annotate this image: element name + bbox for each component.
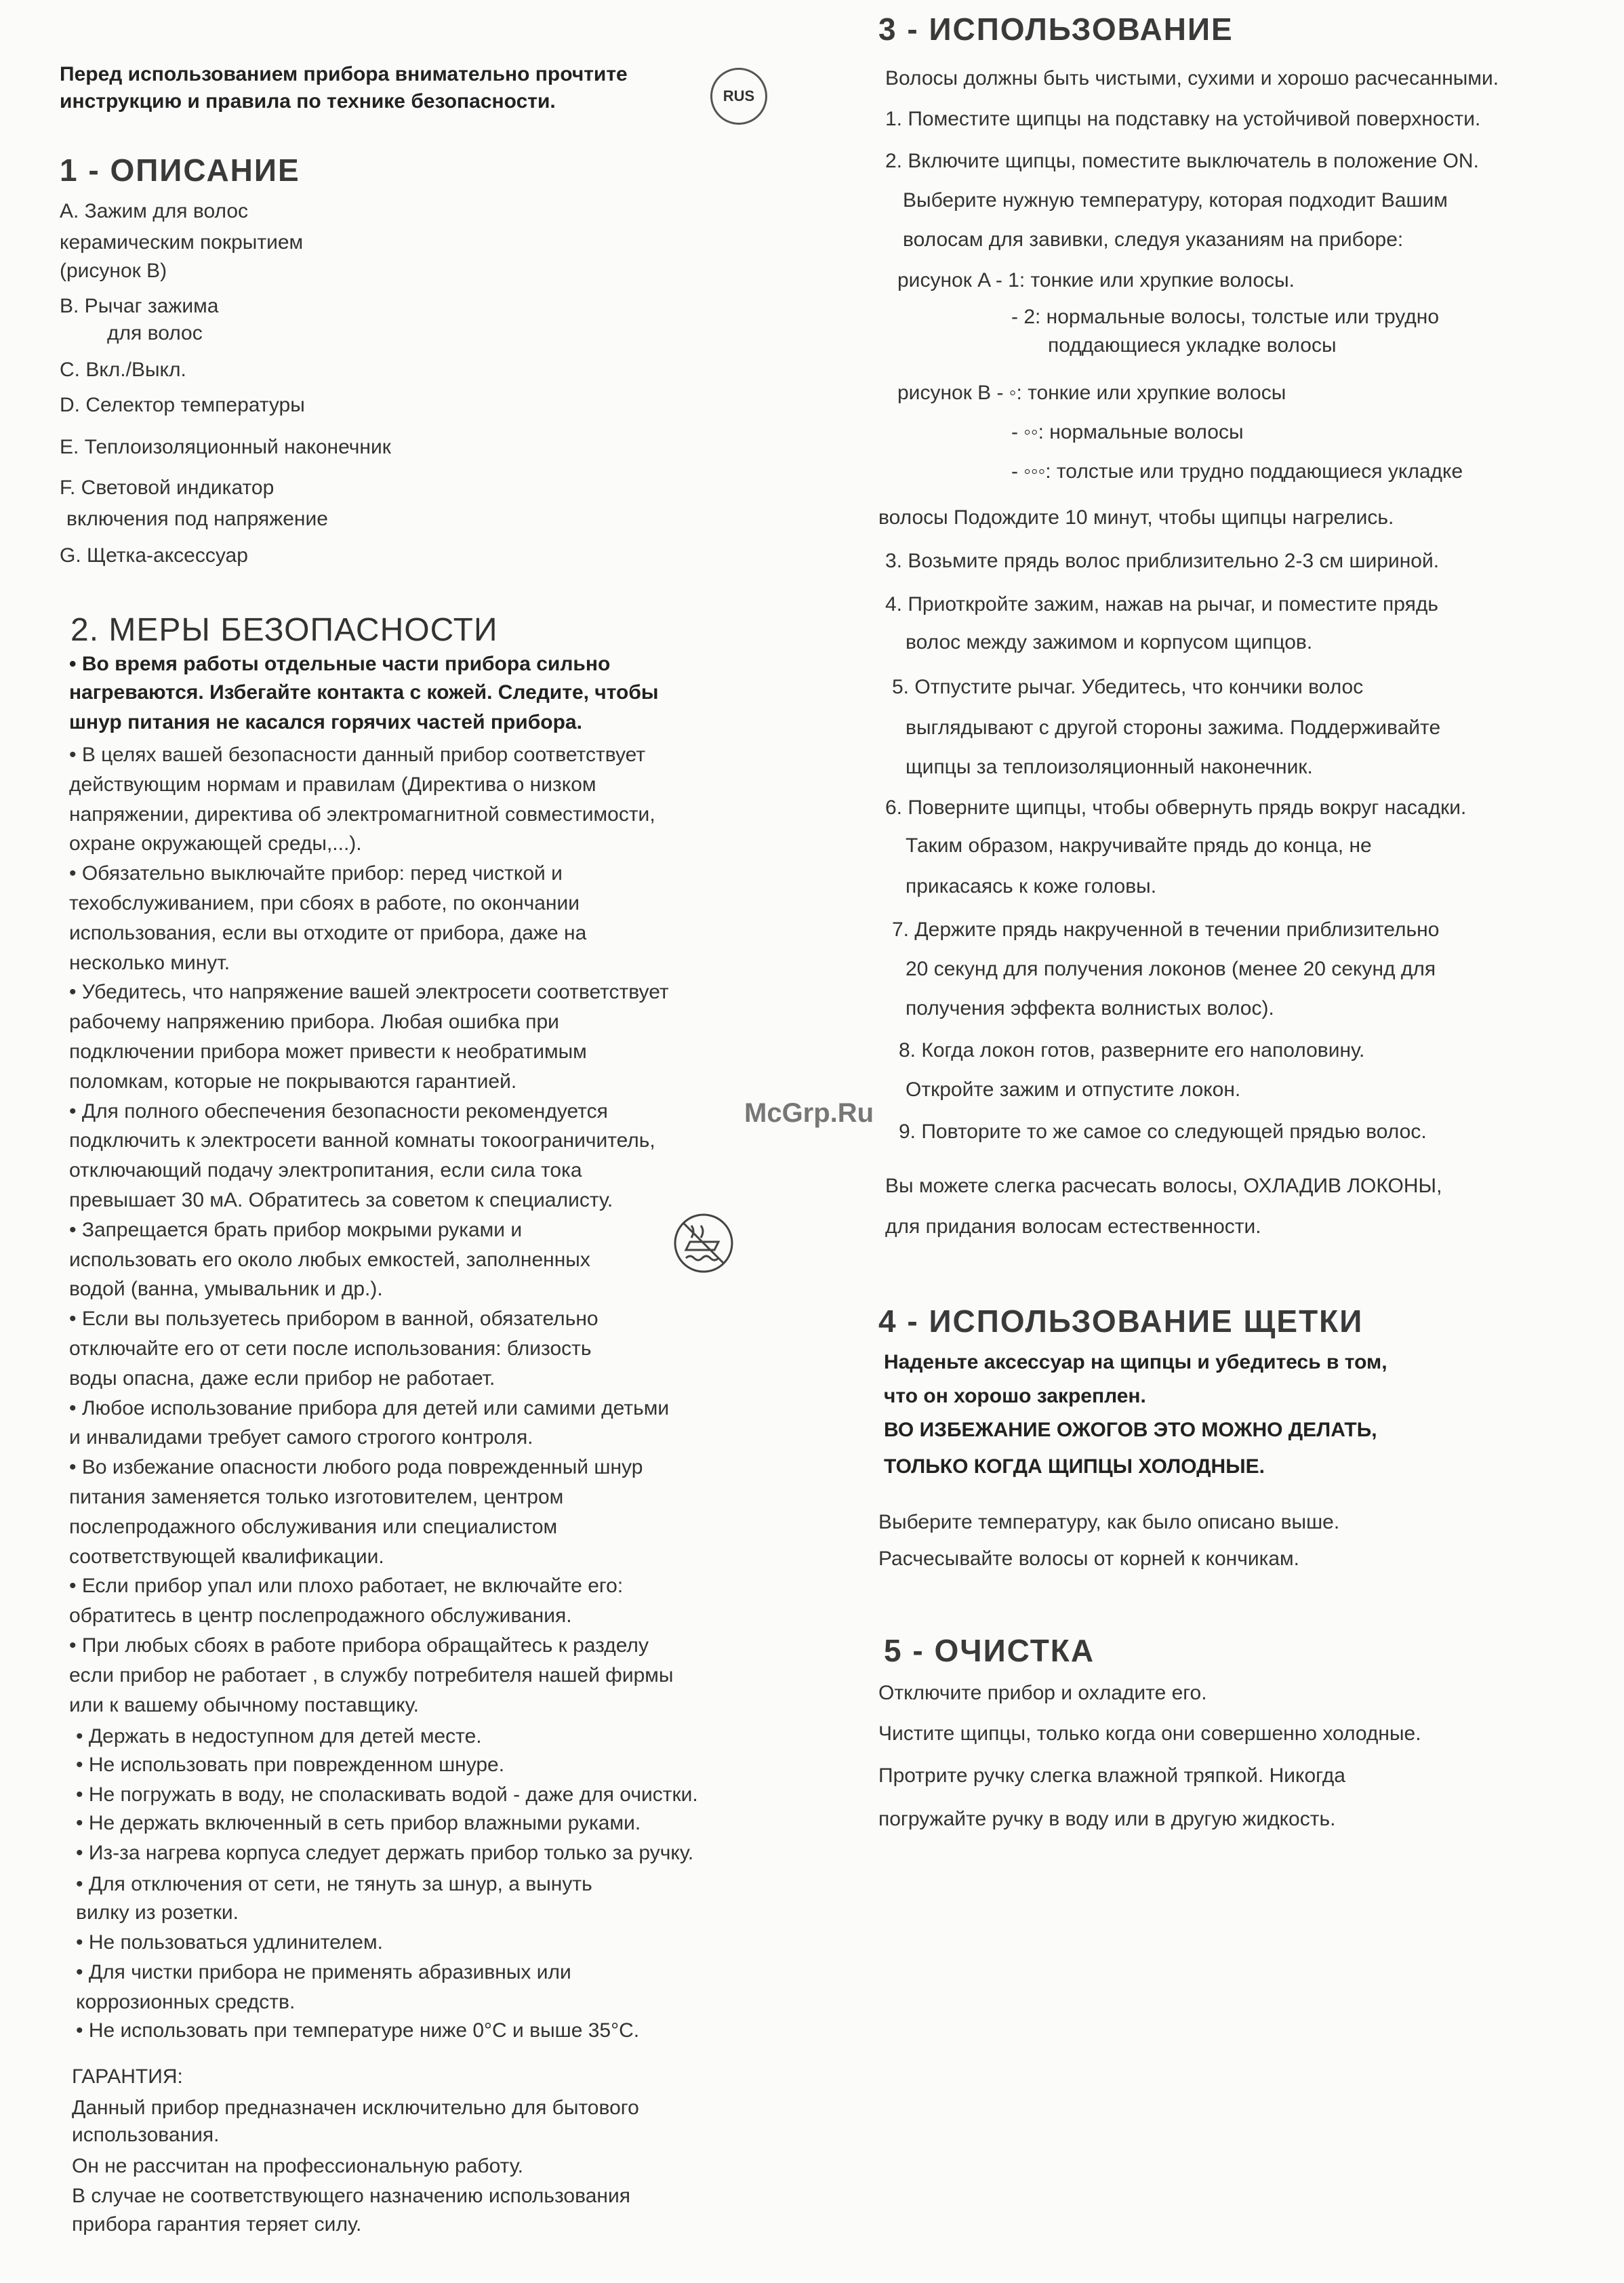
s3-line: 2. Включите щипцы, поместите выключатель в положение ON. [885,150,1479,172]
s2-line: послепродажного обслуживания или специалистом [69,1516,558,1538]
intro-line-1: Перед использованием прибора внимательно прочтите [60,63,628,85]
s3-line: Откройте зажим и отпустите локон. [906,1078,1241,1101]
s2-rule-line: • Не использовать при температуре ниже 0°C и выше 35°C. [76,2019,640,2042]
s3-line: щипцы за теплоизоляционный наконечник. [906,756,1313,778]
s3-line: Таким образом, накручивайте прядь до конца, не [906,834,1372,857]
s3-line: Вы можете слегка расчесать волосы, ОХЛАДИВ ЛОКОНЫ, [885,1175,1442,1197]
s2-line: и инвалидами требует самого строгого контроля. [69,1426,533,1449]
s3-line: - 2: нормальные волосы, толстые или трудно [1011,306,1440,328]
s2-line: обратитесь в центр послепродажного обслуживания. [69,1604,572,1627]
s2-line: • При любых сбоях в работе прибора обращайтесь к разделу [69,1634,649,1657]
s1-line: E. Теплоизоляционный наконечник [60,436,391,458]
s5-line: погружайте ручку в воду или в другую жидкость. [878,1808,1336,1830]
s2-rule-line: коррозионных средств. [76,1991,296,2013]
s2-line: или к вашему обычному поставщику. [69,1694,419,1716]
s2-line: воды опасна, даже если прибор не работает. [69,1367,495,1390]
s2-line: питания заменяется только изготовителем, центром [69,1486,564,1508]
s2-line: подключить к электросети ванной комнаты токоограничитель, [69,1129,655,1152]
s3-line: 7. Держите прядь накрученной в течении приблизительно [892,918,1440,941]
s2-line: отключайте его от сети после использования: близость [69,1337,592,1360]
s4-bold-line: Наденьте аксессуар на щипцы и убедитесь в том, [884,1351,1387,1373]
s2-rule-line: • Не использовать при поврежденном шнуре. [76,1754,505,1776]
s3-line: Выберите нужную температуру, которая подходит Вашим [903,189,1448,211]
s4-line: Расчесывайте волосы от корней к кончикам. [878,1548,1300,1570]
s2-rule-line: • Не держать включенный в сеть прибор влажными руками. [76,1812,641,1834]
section-4-title: 4 - ИСПОЛЬЗОВАНИЕ ЩЕТКИ [878,1304,1364,1339]
s3-line: 4. Приоткройте зажим, нажав на рычаг, и поместите прядь [885,593,1438,615]
s5-line: Отключите прибор и охладите его. [878,1682,1207,1704]
intro-line-2: инструкцию и правила по технике безопасности. [60,90,556,113]
s3-line: рисунок B - ◦: тонкие или хрупкие волосы [897,382,1286,404]
s2-line: использовать его около любых емкостей, заполненных [69,1249,590,1271]
s1-line: включения под напряжение [66,508,328,530]
s3-line: Волосы должны быть чистыми, сухими и хорошо расчесанными. [885,67,1499,89]
s2-line: несколько минут. [69,952,230,974]
s2-line: • Запрещается брать прибор мокрыми руками и [69,1219,523,1241]
s4-bold-line: ВО ИЗБЕЖАНИЕ ОЖОГОВ ЭТО МОЖНО ДЕЛАТЬ, [884,1419,1377,1441]
s5-line: Чистите щипцы, только когда они совершенно холодные. [878,1722,1421,1745]
s3-line: поддающиеся укладке волосы [1048,334,1337,357]
s2-line: • Если вы пользуетесь прибором в ванной, обязательно [69,1308,598,1330]
s2-line: водой (ванна, умывальник и др.). [69,1278,383,1300]
s3-line: - ◦◦: нормальные волосы [1011,421,1244,443]
s2-line: техобслуживанием, при сбоях в работе, по окончании [69,892,580,914]
s3-line: прикасаясь к коже головы. [906,875,1157,897]
s2-rule-line: • Держать в недоступном для детей месте. [76,1725,482,1747]
guarantee-line: прибора гарантия теряет силу. [72,2213,362,2236]
s5-line: Протрите ручку слегка влажной тряпкой. Никогда [878,1764,1345,1787]
s3-line: получения эффекта волнистых волос). [906,997,1274,1019]
section-3-title: 3 - ИСПОЛЬЗОВАНИЕ [878,12,1234,47]
section-2-title: 2. МЕРЫ БЕЗОПАСНОСТИ [70,612,498,648]
s2-line: превышает 30 мА. Обратитесь за советом к специалисту. [69,1189,613,1211]
s3-line: 8. Когда локон готов, разверните его наполовину. [899,1039,1365,1062]
s2-line: • Если прибор упал или плохо работает, не включайте его: [69,1575,624,1597]
s1-line: керамическим покрытием [60,231,304,254]
s1-line: B. Рычаг зажима [60,295,219,317]
s1-line: A. Зажим для волос [60,200,249,222]
s2-rule-line: • Не пользоваться удлинителем. [76,1931,383,1954]
s2-line: рабочему напряжению прибора. Любая ошибка при [69,1011,559,1033]
s3-line: выглядывают с другой стороны зажима. Поддерживайте [906,716,1441,739]
s1-line: F. Световой индикатор [60,477,275,499]
s3-line: волосам для завивки, следуя указаниям на приборе: [903,228,1404,251]
s2-line: • Обязательно выключайте прибор: перед чисткой и [69,862,563,885]
s2-line: • В целях вашей безопасности данный прибор соответствует [69,744,646,766]
s2-rule-line: • Для отключения от сети, не тянуть за шнур, а вынуть [76,1873,592,1895]
guarantee-line: использования. [72,2124,220,2146]
s2-line: действующим нормам и правилам (Директива о низком [69,773,596,796]
section-1-title: 1 - ОПИСАНИЕ [60,153,300,188]
s3-line: волосы Подождите 10 минут, чтобы щипцы нагрелись. [878,506,1394,529]
guarantee-line: Данный прибор предназначен исключительно для бытового [72,2097,639,2119]
s2-line: • Во избежание опасности любого рода поврежденный шнур [69,1456,643,1478]
s2-line: использования, если вы отходите от прибора, даже на [69,922,587,944]
watermark: McGrp.Ru [744,1098,874,1128]
no-water-icon [671,1211,736,1276]
s1-line: D. Селектор температуры [60,394,305,416]
s2-line: поломкам, которые не покрываются гарантией. [69,1070,517,1093]
s2-line: • Любое использование прибора для детей или самими детьми [69,1397,670,1419]
s2-line: если прибор не работает , в службу потребителя нашей фирмы [69,1664,674,1686]
s3-line: рисунок A - 1: тонкие или хрупкие волосы. [897,269,1295,291]
s2-line: охране окружающей среды,...). [69,832,362,855]
s2-bold-line: нагреваются. Избегайте контакта с кожей. Следите, чтобы [69,681,659,704]
s4-line: Выберите температуру, как было описано выше. [878,1511,1340,1533]
s2-line: подключении прибора может привести к необратимым [69,1041,587,1063]
section-5-title: 5 - ОЧИСТКА [884,1633,1095,1668]
s2-bold-line: шнур питания не касался горячих частей прибора. [69,711,582,733]
s2-line: • Для полного обеспечения безопасности рекомендуется [69,1100,608,1123]
s3-line: 6. Поверните щипцы, чтобы обвернуть прядь вокруг насадки. [885,796,1467,819]
s3-line: - ◦◦◦: толстые или трудно поддающиеся укладке [1011,460,1463,483]
s4-bold-line: ТОЛЬКО КОГДА ЩИПЦЫ ХОЛОДНЫЕ. [884,1455,1265,1478]
s1-line: (рисунок В) [60,260,167,282]
s2-rule-line: вилку из розетки. [76,1901,239,1924]
s3-line: 5. Отпустите рычаг. Убедитесь, что кончики волос [892,676,1364,698]
s2-line: напряжении, директива об электромагнитной совместимости, [69,803,655,826]
guarantee-line: Он не рассчитан на профессиональную работу. [72,2155,524,2177]
s3-line: 3. Возьмите прядь волос приблизительно 2-3 см шириной. [885,550,1440,572]
guarantee-title: ГАРАНТИЯ: [72,2065,183,2088]
s3-line: 20 секунд для получения локонов (менее 20 секунд для [906,958,1436,980]
s3-line: для придания волосам естественности. [885,1215,1261,1238]
guarantee-line: В случае не соответствующего назначению использования [72,2185,630,2207]
s2-line: • Убедитесь, что напряжение вашей электросети соответствует [69,981,669,1003]
s1-line: C. Вкл./Выкл. [60,359,186,381]
rus-language-badge: RUS [710,68,767,125]
s2-rule-line: • Для чистки прибора не применять абразивных или [76,1961,571,1983]
s3-line: 1. Поместите щипцы на подставку на устойчивой поверхности. [885,108,1481,130]
s2-rule-line: • Не погружать в воду, не споласкивать водой - даже для очистки. [76,1783,698,1806]
s1-line: для волос [107,322,203,344]
s3-line: 9. Повторите то же самое со следующей прядью волос. [899,1120,1427,1143]
s4-bold-line: что он хорошо закреплен. [884,1385,1146,1407]
s2-bold-line: • Во время работы отдельные части прибора сильно [69,653,611,675]
s1-line: G. Щетка-аксессуар [60,544,248,567]
s2-line: отключающий подачу электропитания, если сила тока [69,1159,582,1181]
s2-line: соответствующей квалификации. [69,1545,384,1568]
s2-rule-line: • Из-за нагрева корпуса следует держать прибор только за ручку. [76,1842,694,1864]
s3-line: волос между зажимом и корпусом щипцов. [906,631,1313,653]
